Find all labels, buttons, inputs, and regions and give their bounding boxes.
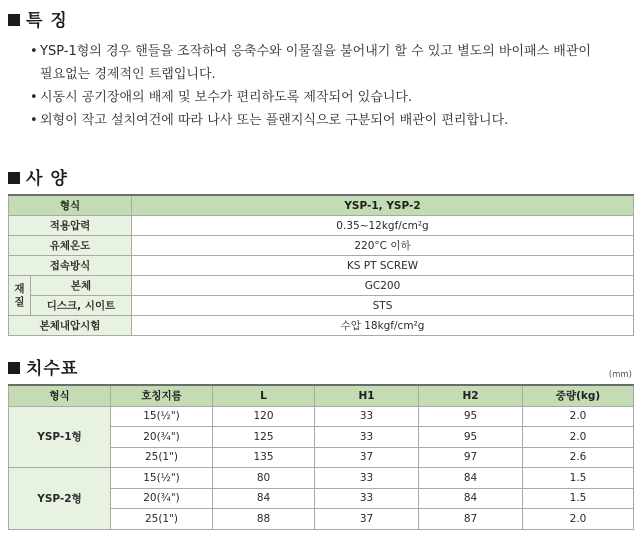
- table-cell: 95: [419, 406, 523, 427]
- table-cell: 1.5: [523, 488, 634, 509]
- spec-label: 본체내압시험: [9, 316, 132, 336]
- table-cell: 80: [213, 468, 315, 489]
- table-cell: 135: [213, 447, 315, 468]
- table-cell: 33: [315, 468, 419, 489]
- table-cell: 25(1"): [111, 447, 213, 468]
- spec-label: 접속방식: [9, 256, 132, 276]
- table-header-row: [9, 385, 634, 406]
- table-cell: 2.0: [523, 427, 634, 448]
- table-cell: 97: [419, 447, 523, 468]
- feature-item-continuation: 필요없는 경제적인 트랩입니다.: [40, 67, 216, 82]
- spec-label: 본체: [31, 276, 132, 296]
- table-cell: 2.6: [523, 447, 634, 468]
- feature-item: • 시동시 공기장애의 배제 및 보수가 편리하도록 제작되어 있습니다.: [30, 86, 635, 109]
- table-cell: 2.0: [523, 509, 634, 530]
- table-cell: 95: [419, 427, 523, 448]
- table-row: [9, 406, 634, 427]
- table-cell: 33: [315, 427, 419, 448]
- table-row: [9, 316, 634, 336]
- square-bullet-icon: [8, 362, 20, 374]
- spec-label: 적용압력: [9, 216, 132, 236]
- spec-value: 220°C 이하: [132, 236, 634, 256]
- table-cell: 33: [315, 406, 419, 427]
- table-row: [9, 256, 634, 276]
- spec-value: STS: [132, 296, 634, 316]
- spec-value: 0.35~12kgf/cm²g: [132, 216, 634, 236]
- table-row: [9, 296, 634, 316]
- table-cell: 125: [213, 427, 315, 448]
- table-cell: 37: [315, 509, 419, 530]
- spec-value: GC200: [132, 276, 634, 296]
- table-cell: 20(¾"): [111, 488, 213, 509]
- table-row: [9, 216, 634, 236]
- features-section-title: 특 징: [8, 6, 68, 31]
- dimensions-table: [8, 384, 634, 530]
- table-cell: 84: [213, 488, 315, 509]
- bullet-dot-icon: •: [30, 90, 38, 105]
- table-cell: 15(½"): [111, 406, 213, 427]
- table-cell: 37: [315, 447, 419, 468]
- spec-group-label: 재질: [9, 276, 31, 316]
- table-cell: 20(¾"): [111, 427, 213, 448]
- table-cell: 84: [419, 468, 523, 489]
- square-bullet-icon: [8, 14, 20, 26]
- spec-value: 수압 18kgf/cm²g: [132, 316, 634, 336]
- table-row: [9, 276, 634, 296]
- spec-table: [8, 194, 634, 336]
- spec-value: YSP-1, YSP-2: [132, 195, 634, 216]
- column-header: 형식: [9, 385, 111, 406]
- column-header: H1: [315, 385, 419, 406]
- table-cell: 120: [213, 406, 315, 427]
- spec-value: KS PT SCREW: [132, 256, 634, 276]
- table-cell: 33: [315, 488, 419, 509]
- bullet-dot-icon: •: [30, 44, 38, 59]
- feature-item: • 외형이 작고 설치여건에 따라 나사 또는 플랜지식으로 구분되어 배관이 편리합니다.: [30, 109, 635, 132]
- square-bullet-icon: [8, 172, 20, 184]
- column-header: 호칭지름: [111, 385, 213, 406]
- unit-label: (mm): [608, 370, 632, 380]
- table-row: [9, 236, 634, 256]
- table-cell: 2.0: [523, 406, 634, 427]
- table-cell: 1.5: [523, 468, 634, 489]
- feature-item: • YSP-1형의 경우 핸들을 조작하여 응축수와 이물질을 불어내기 할 수 있고 별도의 바이패스 배관이 필요없는 경제적인 트랩입니다.: [30, 40, 635, 86]
- dimensions-section-title: 치수표: [8, 354, 78, 379]
- spec-section-title: 사 양: [8, 164, 68, 189]
- spec-label: 유체온도: [9, 236, 132, 256]
- column-header: L: [213, 385, 315, 406]
- table-cell: 88: [213, 509, 315, 530]
- bullet-dot-icon: •: [30, 113, 38, 128]
- table-cell: 15(½"): [111, 468, 213, 489]
- spec-label: 디스크, 시이트: [31, 296, 132, 316]
- table-row: [9, 195, 634, 216]
- model-cell: YSP-2형: [9, 468, 111, 530]
- features-list: [30, 40, 635, 132]
- table-row: [9, 468, 634, 489]
- model-cell: YSP-1형: [9, 406, 111, 468]
- spec-label: 형식: [9, 195, 132, 216]
- table-cell: 25(1"): [111, 509, 213, 530]
- column-header: H2: [419, 385, 523, 406]
- table-cell: 87: [419, 509, 523, 530]
- table-cell: 84: [419, 488, 523, 509]
- column-header: 중량(kg): [523, 385, 634, 406]
